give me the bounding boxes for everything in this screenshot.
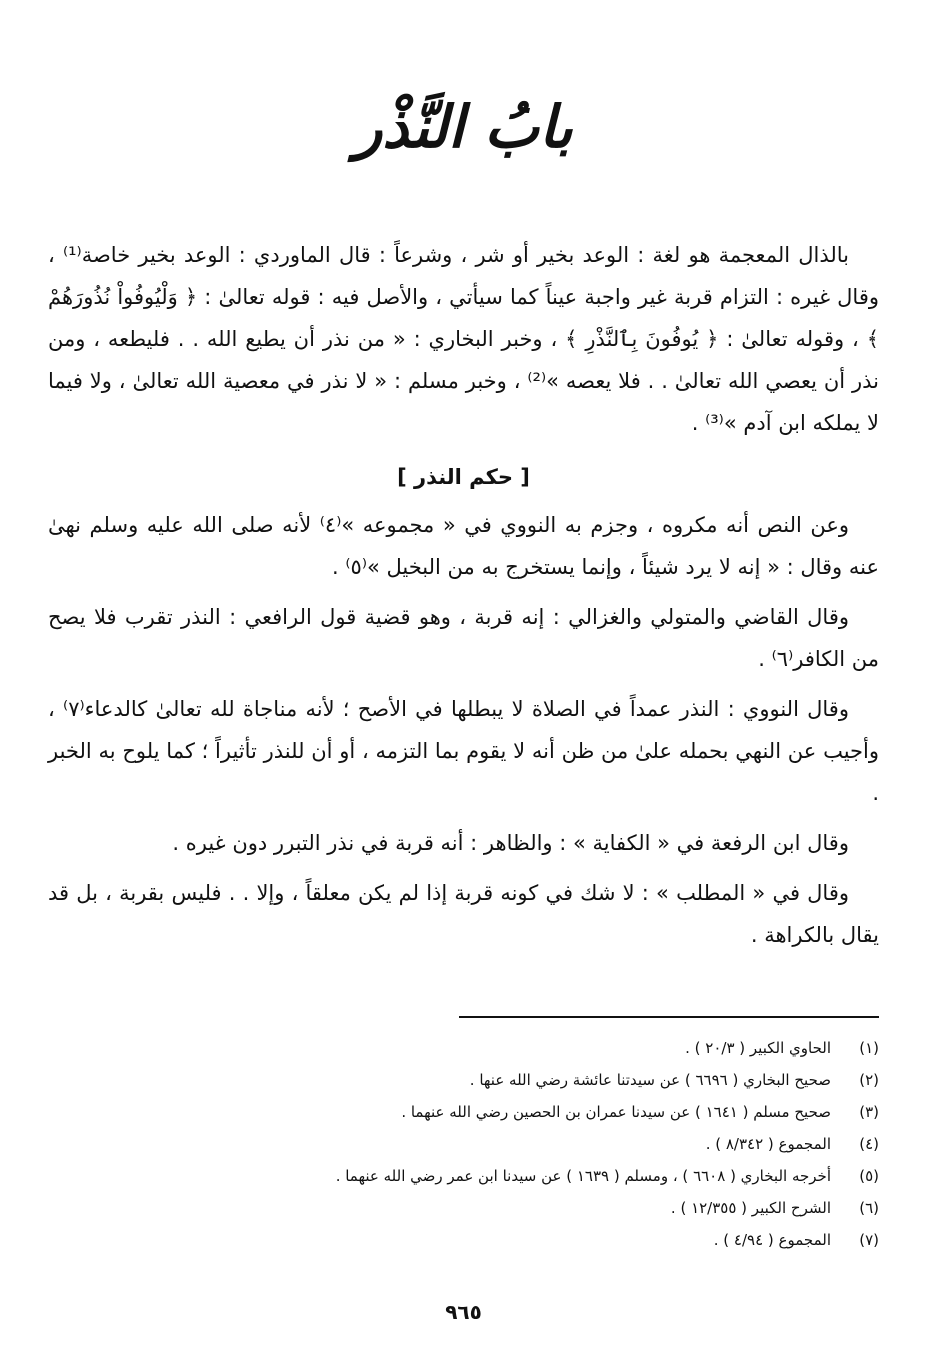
footnotes: [48, 1032, 879, 1256]
footnote: [48, 1064, 879, 1096]
page-number: ٩٦٥: [445, 1300, 482, 1324]
paragraph-ibn-rifa: وقال ابن الرفعة في « الكفاية » : والظاهر : أنه قربة في نذر التبرر دون غيره .: [172, 831, 849, 855]
footnote-number: (٤): [859, 1135, 879, 1153]
footnote: [48, 1224, 879, 1256]
footnote-number: (٦): [859, 1199, 879, 1217]
paragraph-nawawi: وقال النووي : النذر عمداً في الصلاة لا يبطلها في الأصح ؛ لأنه مناجاة لله تعالىٰ كالدعاء⁽٧⁾ ، وأجيب عن النهي بحمله علىٰ من ظن أنه لا يقوم بما التزمه ، أو أن للنذر تأثيراً ؛ كما يلوح به الخبر .: [48, 697, 879, 805]
footnote-text: الحاوي الكبير ( ٢٠/٣ ) .: [685, 1039, 831, 1057]
footnote-number: (٧): [859, 1231, 879, 1249]
footnote-text: المجموع ( ٨/٣٤٢ ) .: [705, 1135, 831, 1153]
footnote-divider: [459, 1016, 879, 1018]
chapter-title: بابُ النَّذْر: [354, 93, 573, 161]
intro-paragraph: بالذال المعجمة هو لغة : الوعد بخير أو شر ، وشرعاً : قال الماوردي : الوعد بخير خاصة⁽¹⁾ ، وقال غيره : التزام قربة غير واجبة عيناً كما سيأتي ، والأصل فيه : قوله تعالىٰ : ﴿ وَلْيُوفُواْ نُذُورَهُمْ ﴾ ، وقوله تعالىٰ : ﴿ يُوفُونَ بِٱلنَّذْرِ ﴾ ، وخبر البخاري : « من نذر أن يطيع الله . . فليطعه ، ومن نذر أن يعصي الله تعالىٰ . . فلا يعصه »⁽²⁾ ، وخبر مسلم : « لا نذر في معصية الله تعالىٰ ، ولا فيما لا يملكه ابن آدم »⁽³⁾ .: [48, 243, 880, 435]
footnote: [48, 1160, 879, 1192]
footnote-text: المجموع ( ٤/٩٤ ) .: [713, 1231, 831, 1249]
footnote-number: (١): [859, 1039, 879, 1057]
paragraph-matlab: وقال في « المطلب » : لا شك في كونه قربة إذا لم يكن معلقاً ، وإلا . . فليس بقربة ، بل قد يقال بالكراهة .: [48, 881, 879, 947]
footnote: [48, 1128, 879, 1160]
footnote-text: الشرح الكبير ( ١٢/٣٥٥ ) .: [670, 1199, 831, 1217]
footnote: [48, 1192, 879, 1224]
footnote-number: (٢): [859, 1071, 879, 1089]
paragraph-qurba: وقال القاضي والمتولي والغزالي : إنه قربة ، وهو قضية قول الرافعي : النذر تقرب فلا يصح من الكافر⁽٦⁾ .: [48, 605, 879, 671]
footnote-text: صحيح البخاري ( ٦٦٩٦ ) عن سيدتنا عائشة رضي الله عنها .: [469, 1071, 831, 1089]
footnote-number: (٥): [859, 1167, 879, 1185]
main-text: [48, 234, 879, 956]
footnote-text: أخرجه البخاري ( ٦٦٠٨ ) ، ومسلم ( ١٦٣٩ ) عن سيدنا ابن عمر رضي الله عنهما .: [335, 1167, 831, 1185]
section-heading: [ حكم النذر ]: [397, 465, 530, 489]
footnote: [48, 1096, 879, 1128]
paragraph-makruh: وعن النص أنه مكروه ، وجزم به النووي في « مجموعه »⁽٤⁾ لأنه صلى الله عليه وسلم نهىٰ عنه وقال : « إنه لا يرد شيئاً ، وإنما يستخرج به من البخيل »⁽٥⁾ .: [48, 513, 879, 579]
footnote-text: صحيح مسلم ( ١٦٤١ ) عن سيدنا عمران بن الحصين رضي الله عنهما .: [401, 1103, 831, 1121]
footnote: [48, 1032, 879, 1064]
footnote-number: (٣): [859, 1103, 879, 1121]
